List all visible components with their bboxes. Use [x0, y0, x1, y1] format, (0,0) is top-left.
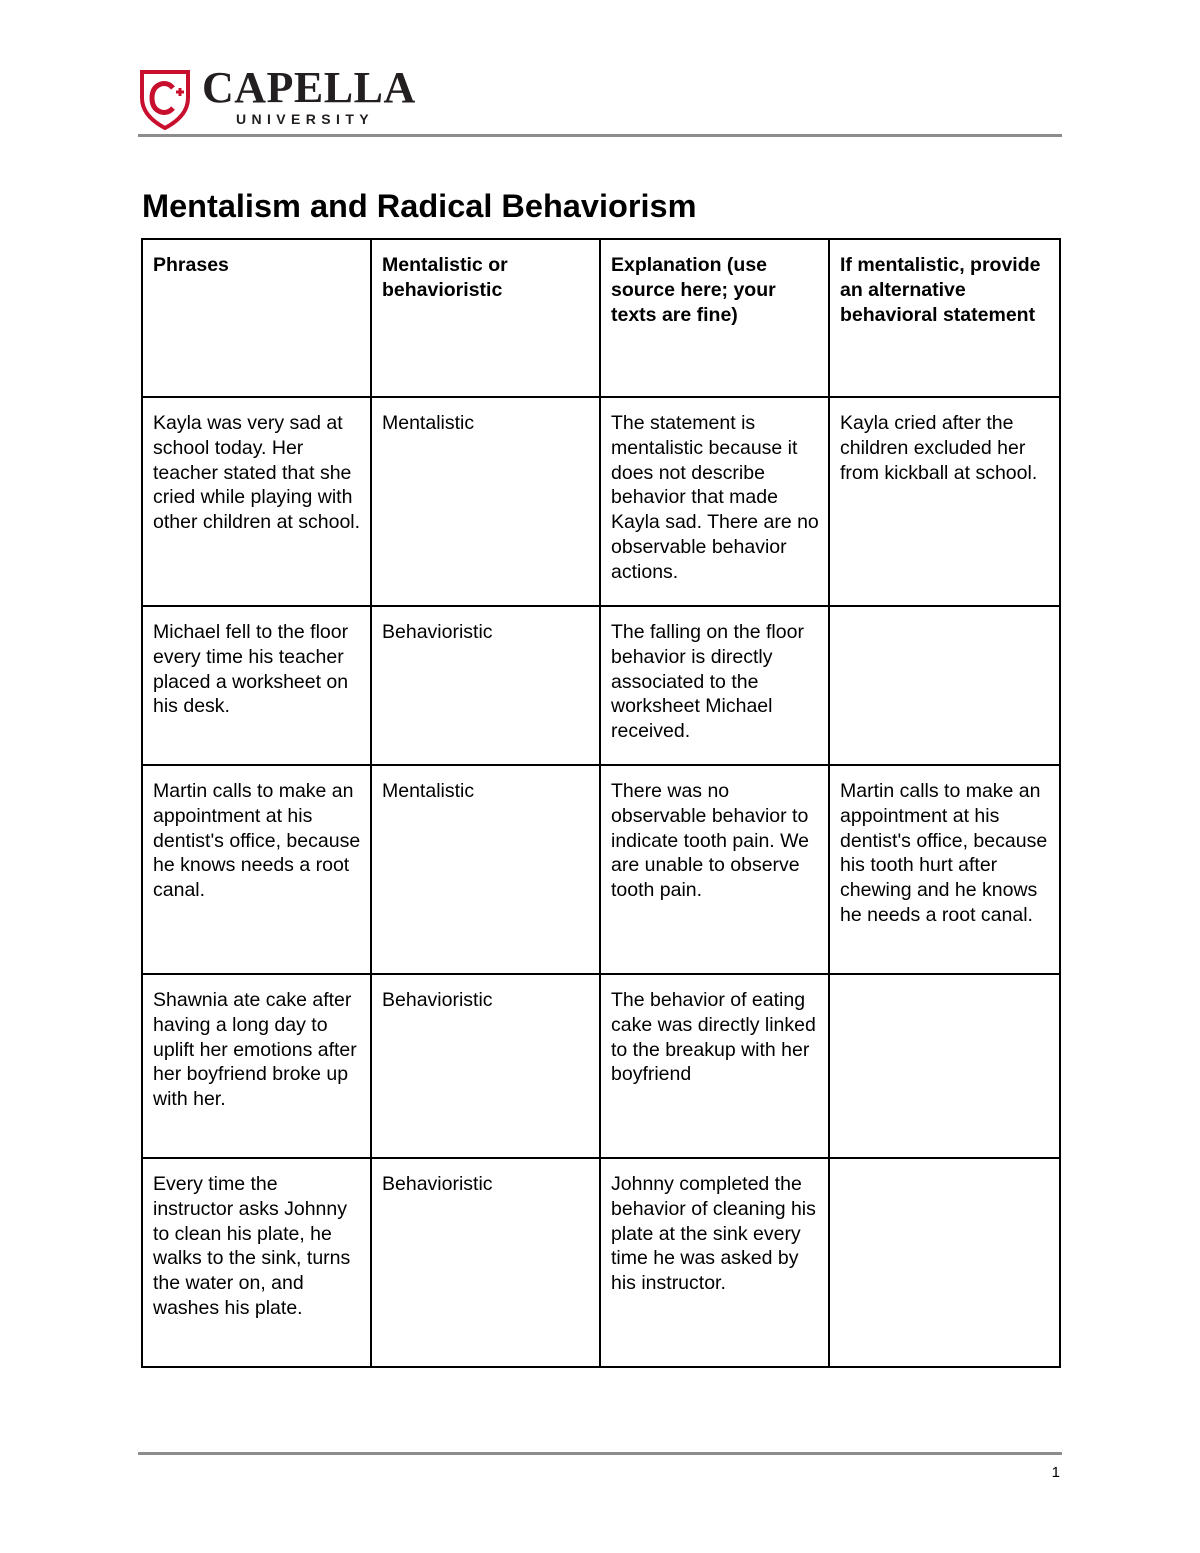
table-row	[142, 606, 1060, 765]
capella-shield-icon	[140, 68, 190, 130]
table-row	[142, 974, 1060, 1158]
table-header-row	[142, 239, 1060, 397]
cell-alternative	[829, 1158, 1060, 1367]
header-phrases: Phrases	[142, 239, 371, 397]
cell-explanation: The falling on the floor behavior is directly associated to the worksheet Michael received.	[600, 606, 829, 765]
cell-alternative	[829, 974, 1060, 1158]
cell-explanation: Johnny completed the behavior of cleaning his plate at the sink every time he was asked by his instructor.	[600, 1158, 829, 1367]
cell-classification: Mentalistic	[371, 765, 600, 974]
table-row	[142, 1158, 1060, 1367]
brand-subtitle: UNIVERSITY	[236, 111, 375, 127]
cell-phrase: Kayla was very sad at school today. Her teacher stated that she cried while playing with other children at school.	[142, 397, 371, 606]
cell-classification: Behavioristic	[371, 974, 600, 1158]
cell-classification: Behavioristic	[371, 1158, 600, 1367]
cell-phrase: Michael fell to the floor every time his teacher placed a worksheet on his desk.	[142, 606, 371, 765]
document-title: Mentalism and Radical Behaviorism	[142, 188, 697, 224]
cell-explanation: The statement is mentalistic because it does not describe behavior that made Kayla sad. There are no observable behavior actions.	[600, 397, 829, 606]
page-number: 1	[1051, 1464, 1060, 1481]
cell-phrase: Shawnia ate cake after having a long day to uplift her emotions after her boyfriend broke up with her.	[142, 974, 371, 1158]
header-divider	[138, 134, 1062, 137]
cell-explanation: There was no observable behavior to indicate tooth pain. We are unable to observe tooth pain.	[600, 765, 829, 974]
cell-explanation: The behavior of eating cake was directly linked to the breakup with her boyfriend	[600, 974, 829, 1158]
behaviorism-table	[141, 238, 1061, 1368]
cell-classification: Behavioristic	[371, 606, 600, 765]
table-row	[142, 397, 1060, 606]
cell-alternative: Kayla cried after the children excluded her from kickball at school.	[829, 397, 1060, 606]
cell-alternative: Martin calls to make an appointment at his dentist's office, because his tooth hurt after chewing and he knows he needs a root canal.	[829, 765, 1060, 974]
table-row	[142, 765, 1060, 974]
header-explanation: Explanation (use source here; your texts are fine)	[600, 239, 829, 397]
cell-classification: Mentalistic	[371, 397, 600, 606]
cell-phrase: Martin calls to make an appointment at his dentist's office, because he knows needs a root canal.	[142, 765, 371, 974]
header-classification: Mentalistic or behavioristic	[371, 239, 600, 397]
cell-phrase: Every time the instructor asks Johnny to clean his plate, he walks to the sink, turns the water on, and washes his plate.	[142, 1158, 371, 1367]
header-alternative: If mentalistic, provide an alternative behavioral statement	[829, 239, 1060, 397]
cell-alternative	[829, 606, 1060, 765]
brand-name: CAPELLA	[202, 63, 416, 112]
capella-logo	[140, 63, 430, 132]
footer-divider	[138, 1452, 1062, 1455]
